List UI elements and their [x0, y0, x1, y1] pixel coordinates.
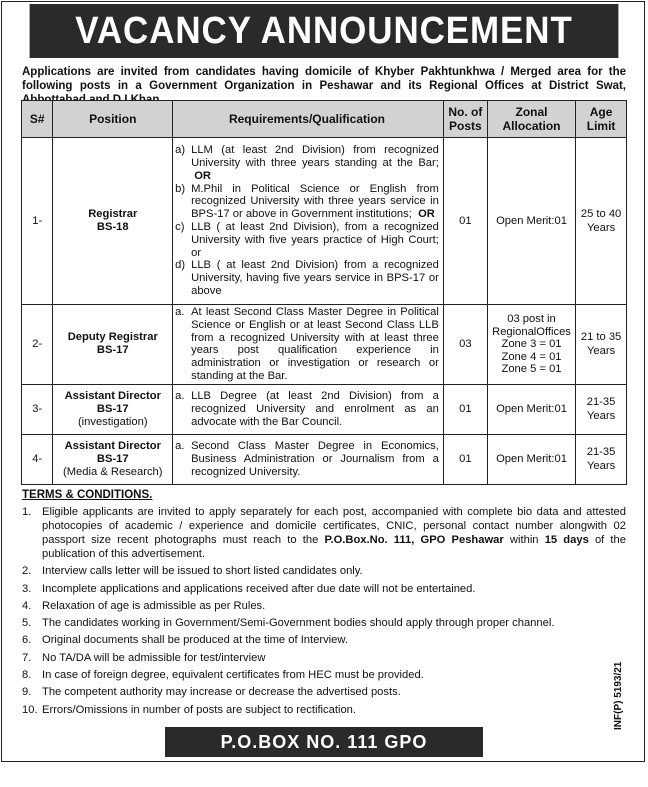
header-age: Age Limit: [576, 101, 627, 138]
cell-position: [53, 305, 173, 385]
table-body: [22, 138, 627, 485]
term-text-part: within: [503, 534, 545, 546]
header-zonal: Zonal Allocation: [487, 101, 575, 138]
table-header-row: [22, 101, 627, 138]
requirement-text: [191, 306, 439, 383]
position-scale: BS-17: [96, 402, 129, 415]
vacancy-table: [21, 100, 627, 485]
cell-posts: 01: [443, 434, 487, 484]
zonal-line: Zone 3 = 01: [501, 338, 562, 351]
requirement-text: [191, 221, 439, 259]
zonal-line: Zone 5 = 01: [501, 363, 562, 376]
requirement-letter: a.: [175, 306, 185, 318]
term-text: Errors/Omissions in number of posts are subject to rectification.: [42, 703, 356, 716]
term-text: The competent authority may increase or decrease the advertised posts.: [42, 686, 401, 699]
age-line: Years: [586, 345, 616, 358]
term-item: [22, 582, 626, 596]
term-number: 6.: [22, 634, 32, 647]
age-line: 25 to 40: [580, 208, 622, 220]
table-row: [22, 138, 627, 305]
zonal-line: Zone 4 = 01: [501, 350, 562, 363]
header-sn: S#: [22, 101, 53, 138]
requirement-item: [175, 183, 439, 221]
requirement-letter: b): [175, 182, 186, 195]
term-number: 5.: [22, 617, 32, 630]
age-line: Years: [586, 222, 616, 234]
requirement-letter: a): [175, 144, 186, 157]
term-item: [22, 668, 626, 682]
term-text-bold: 15 days: [544, 534, 589, 546]
requirement-body: LLM (at least 2nd Division) from recognized University with three years standing at the Bar;: [191, 144, 439, 170]
requirement-text: [191, 144, 439, 182]
cell-sn: 3-: [22, 384, 53, 434]
position-note: (Media & Research): [63, 465, 163, 478]
term-number: 2.: [22, 565, 32, 578]
requirement-text: [191, 259, 439, 297]
requirement-body: LLB ( at least 2nd Division), from a recognized University with five years practice of High Court; or: [191, 221, 439, 259]
term-number: 10.: [22, 703, 38, 716]
cell-zonal: [487, 305, 575, 385]
cell-zonal: [487, 138, 575, 305]
term-item: [22, 564, 626, 578]
reference-code: INF(P) 5193/21: [613, 661, 624, 730]
position-title: Deputy Registrar: [67, 331, 158, 344]
header-requirements: Requirements/Qualification: [173, 101, 444, 138]
cell-age: [576, 384, 627, 434]
requirement-body: LLB Degree (at least 2nd Division) from a recognized University and enrolment as an advocate with the Bar Council.: [191, 390, 439, 428]
position-scale: BS-17: [96, 344, 129, 357]
term-text: Original documents shall be produced at the time of Interview.: [42, 634, 348, 647]
cell-sn: 1-: [22, 138, 53, 305]
zonal-line: Open Merit:01: [496, 214, 567, 227]
table-row: [22, 305, 627, 385]
header-position: Position: [53, 101, 173, 138]
term-text: No TA/DA will be admissible for test/interview: [42, 651, 266, 664]
requirement-letter: a.: [175, 440, 185, 453]
requirement-letter: d): [175, 259, 186, 272]
term-text: Incomplete applications and applications received after due date will not be entertained.: [42, 582, 476, 595]
terms-list: [22, 505, 626, 720]
requirement-or: OR: [418, 208, 435, 221]
age-line: 21-35: [586, 446, 616, 459]
term-number: 1.: [22, 506, 32, 518]
cell-position: [53, 434, 173, 484]
header-posts: No. of Posts: [443, 101, 487, 138]
position-note: (investigation): [77, 415, 148, 428]
requirement-letter: c): [175, 221, 185, 233]
term-number: 4.: [22, 599, 32, 612]
cell-sn: 4-: [22, 434, 53, 484]
requirement-text: [191, 390, 439, 428]
requirement-item: [175, 144, 439, 182]
cell-zonal: [487, 384, 575, 434]
term-text: Relaxation of age is admissible as per Rules.: [42, 599, 266, 612]
terms-heading: TERMS & CONDITIONS.: [22, 489, 153, 501]
requirement-text: [191, 440, 439, 478]
requirement-letter: a.: [175, 390, 185, 403]
table-row: [22, 434, 627, 484]
term-item: [22, 685, 626, 699]
cell-position: [53, 138, 173, 305]
requirement-item: [175, 306, 439, 383]
term-text-part: of the publication of this advertisement.: [42, 534, 626, 560]
position-title: Assistant Director: [64, 439, 161, 452]
cell-zonal: [487, 434, 575, 484]
requirement-body: At least Second Class Master Degree in Political Science or English or at least Second Class LLB from a recognized University with at least three years post qualification experience in administration or investigation or research or standing at the Bar.: [191, 306, 439, 382]
age-line: Years: [586, 460, 616, 473]
page-title: VACANCY ANNOUNCEMENT: [30, 4, 619, 58]
term-item: [22, 703, 626, 717]
cell-requirements: [173, 434, 444, 484]
requirement-text: [191, 183, 439, 221]
term-text-bold: P.O.Box.No. 111, GPO Peshawar: [324, 534, 504, 546]
age-line: Years: [586, 410, 616, 423]
footer-address-banner: P.O.BOX NO. 111 GPO PESHAWAR: [165, 727, 483, 757]
intro-paragraph: Applications are invited from candidates having domicile of Khyber Pakhtunkhwa / Merged area for the following posts in a Government Organization in Peshawar and its Regional Offices at District Swat,: [22, 66, 626, 92]
requirement-item: [175, 221, 439, 259]
requirement-item: [175, 440, 439, 478]
term-number: 3.: [22, 582, 32, 595]
term-text: Interview calls letter will be issued to short listed candidates only.: [42, 565, 363, 578]
term-text: [42, 505, 626, 561]
cell-age: [576, 434, 627, 484]
requirement-body: Second Class Master Degree in Economics, Business Administration or Journalism from a recognized University.: [191, 440, 439, 478]
cell-posts: 01: [443, 138, 487, 305]
cell-requirements: [173, 384, 444, 434]
term-item: [22, 616, 626, 630]
requirement-body: LLB ( at least 2nd Division) from a recognized University, having five years service in BPS-17 or above: [191, 259, 439, 297]
cell-age: [576, 305, 627, 385]
zonal-line: Open Merit:01: [496, 453, 567, 466]
requirement-or: OR: [194, 169, 211, 182]
table-row: [22, 384, 627, 434]
term-text: The candidates working in Government/Semi-Government bodies should apply through proper channel.: [42, 617, 555, 630]
term-item: [22, 651, 626, 665]
position-title: Registrar: [88, 208, 138, 220]
cell-posts: 01: [443, 384, 487, 434]
position-scale: BS-17: [96, 452, 129, 465]
age-line: 21 to 35: [580, 331, 622, 344]
cell-requirements: [173, 305, 444, 385]
term-text-part: Eligible applicants are invited to apply separately for each post, accompanied with complete bio data and attested photocopies of academic / experience and domicile certificates, CNIC, personal contact number alongwith 02 passport size recent photographs must reach to the: [42, 506, 626, 546]
position-title: Assistant Director: [64, 389, 161, 402]
term-number: 8.: [22, 669, 32, 682]
term-item: [22, 505, 626, 561]
position-scale: BS-18: [96, 221, 129, 233]
cell-sn: 2-: [22, 305, 53, 385]
term-text: In case of foreign degree, equivalent certificates from HEC must be provided.: [42, 669, 424, 682]
requirement-item: [175, 390, 439, 428]
term-number: 7.: [22, 651, 32, 664]
requirement-body: M.Phil in Political Science or English from recognized University with three years service in BPS-17 or above in Government institutions;: [191, 182, 439, 221]
cell-requirements: [173, 138, 444, 305]
cell-position: [53, 384, 173, 434]
requirement-item: [175, 259, 439, 297]
zonal-line: Open Merit:01: [496, 403, 567, 416]
term-item: [22, 599, 626, 613]
term-item: [22, 633, 626, 647]
zonal-line: 03 post in: [507, 313, 556, 326]
zonal-line: RegionalOffices: [492, 325, 571, 338]
age-line: 21-35: [586, 396, 616, 409]
cell-posts: 03: [443, 305, 487, 385]
term-number: 9.: [22, 686, 32, 699]
cell-age: [576, 138, 627, 305]
